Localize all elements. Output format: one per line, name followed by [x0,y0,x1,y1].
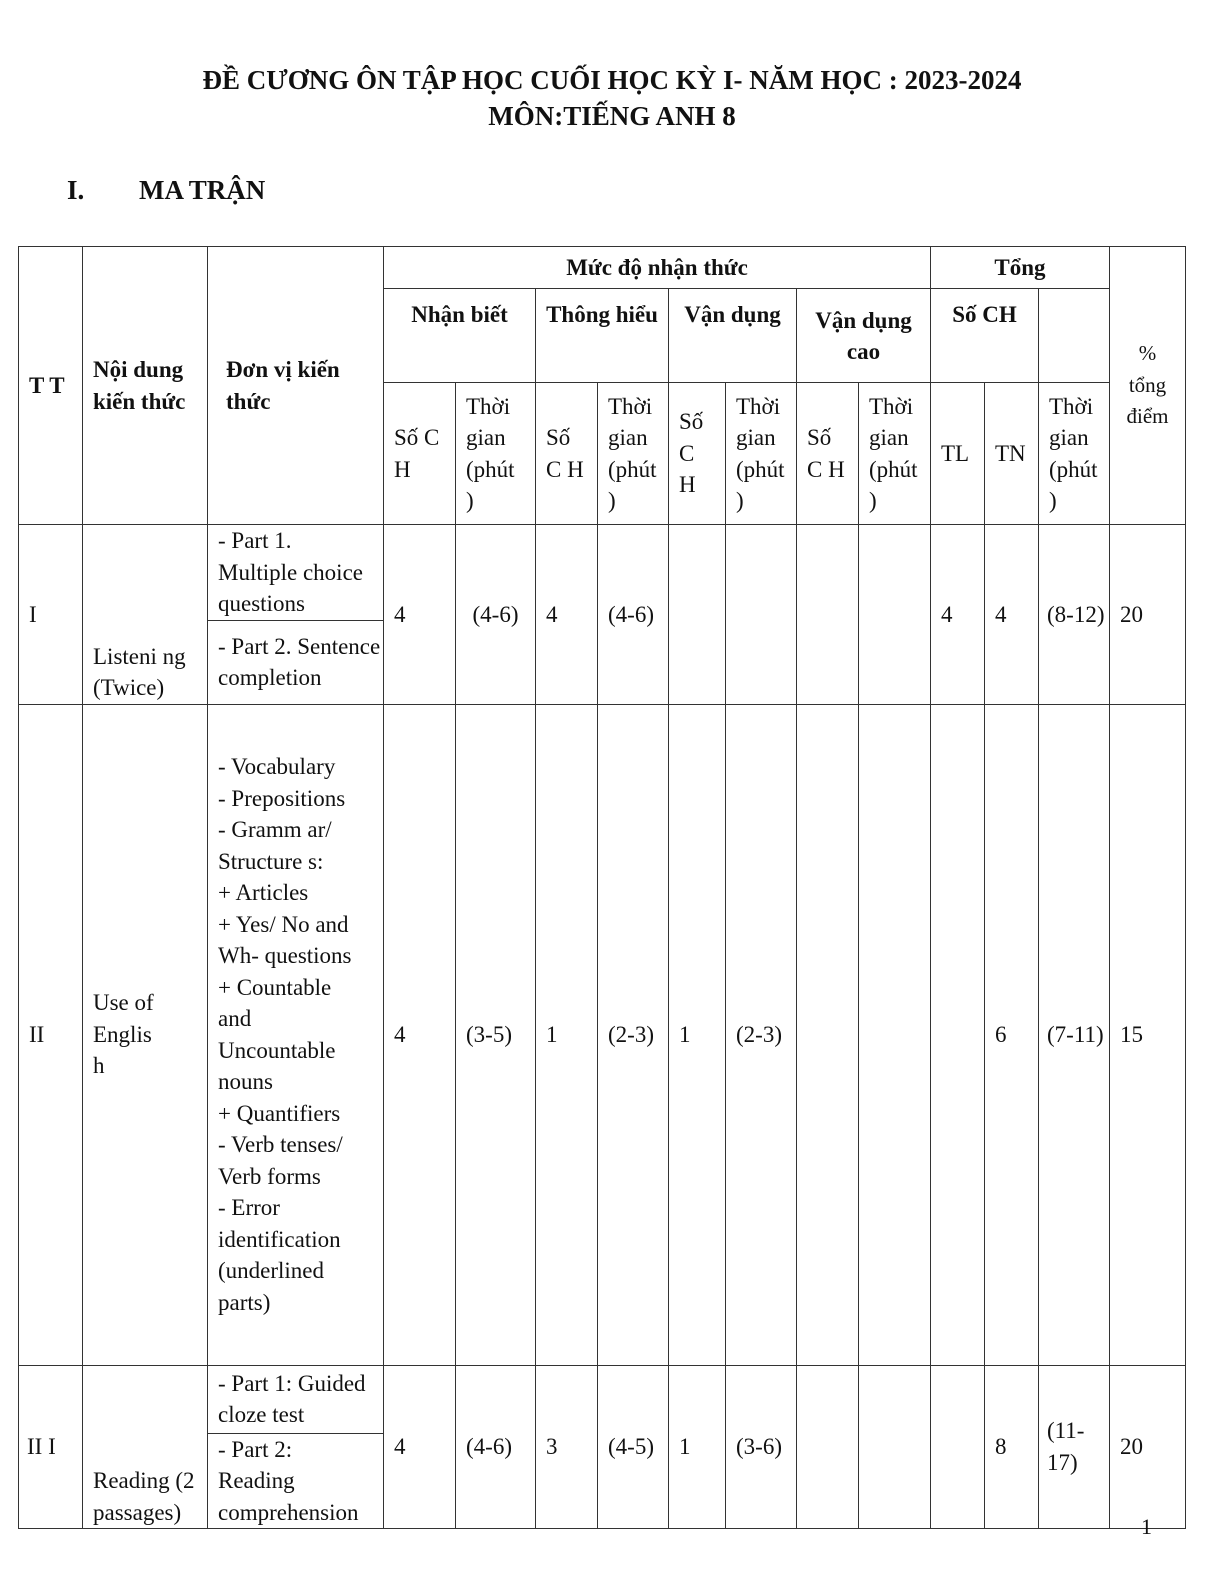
cell-th-tg: (4-5) [598,1365,669,1529]
unit-line: - Gramm ar/ Structure s: [218,817,332,874]
cell-noi-dung: Reading (2 passages) [83,1365,208,1529]
header-muc-do: Mức độ nhận thức [384,247,931,289]
title-line-2: MÔN:TIẾNG ANH 8 [488,101,736,131]
header-tt: T T [19,247,83,525]
table-row [19,704,1186,1365]
header-thong-hieu: Thông hiểu [536,289,669,383]
header-vd-so: Số C H [669,383,726,525]
cell-tn: 4 [985,525,1039,705]
title-line-1: ĐỀ CƯƠNG ÔN TẬP HỌC CUỐI HỌC KỲ I- NĂM HỌC : 2023-2024 [202,65,1022,95]
header-so-ch: Số CH [931,289,1039,383]
header-tong-tg: Thời gian (phút ) [1039,383,1110,525]
cell-unit: - Part 1. Multiple choice questions [208,525,384,621]
header-vdc-tg: Thời gian (phút ) [859,383,931,525]
cell-th-so: 3 [536,1365,598,1529]
matrix-table [18,246,1186,1529]
cell-vd-so: 1 [669,704,726,1365]
cell-pct: 20 [1110,525,1186,705]
cell-th-tg: (2-3) [598,704,669,1365]
cell-th-so: 4 [536,525,598,705]
header-nb-so: Số C H [384,383,456,525]
cell-tl: 4 [931,525,985,705]
cell-pct: 20 [1110,1365,1186,1529]
cell-vdc-so [797,1365,859,1529]
header-noi-dung: Nội dung kiến thức [83,247,208,525]
cell-tl [931,1365,985,1529]
cell-unit: - Part 2: Reading comprehension [208,1433,384,1529]
cell-nb-tg: (3-5) [456,704,536,1365]
unit-line: + Yes/ No and Wh- questions [218,911,352,968]
unit-line: + Quantifiers [218,1100,341,1126]
unit-line: - Verb tenses/ Verb forms [218,1132,343,1189]
cell-tt: II [19,704,83,1365]
header-nhan-biet: Nhận biết [384,289,536,383]
header-tn: TN [985,383,1039,525]
header-nb-tg: Thời gian (phút ) [456,383,536,525]
cell-th-so: 1 [536,704,598,1365]
section-title: MA TRẬN [139,175,266,205]
cell-vd-so: 1 [669,1365,726,1529]
header-van-dung: Vận dụng [669,289,797,383]
cell-tn: 8 [985,1365,1039,1529]
cell-nb-so: 4 [384,704,456,1365]
cell-tong-tg: (8-12) [1039,525,1110,705]
unit-line: + Countable and Uncountable nouns [218,974,336,1094]
cell-nb-so: 4 [384,525,456,705]
cell-tt: II I [19,1365,83,1529]
cell-nb-so: 4 [384,1365,456,1529]
header-pct: % tổng điểm [1110,247,1186,525]
cell-vdc-so [797,525,859,705]
cell-pct: 15 [1110,704,1186,1365]
cell-tn: 6 [985,704,1039,1365]
unit-line: + Articles [218,880,309,905]
cell-noi-dung: Listeni ng (Twice) [83,525,208,705]
cell-units [208,704,384,1365]
cell-unit: - Part 1: Guided cloze test [208,1365,384,1433]
unit-line: - Prepositions [218,785,346,811]
cell-vd-tg [726,525,797,705]
unit-line: - Vocabulary [218,754,336,779]
cell-tt: I [19,525,83,705]
header-th-tg: Thời gian (phút ) [598,383,669,525]
cell-vd-tg: (3-6) [726,1365,797,1529]
cell-nb-tg: (4-6) [456,1365,536,1529]
section-heading [67,172,265,208]
header-van-dung-cao: Vận dụng cao [797,289,931,383]
cell-th-tg: (4-6) [598,525,669,705]
header-blank [1039,289,1110,383]
cell-tl [931,704,985,1365]
cell-vdc-so [797,704,859,1365]
cell-vdc-tg [859,1365,931,1529]
header-vd-tg: Thời gian (phút ) [726,383,797,525]
header-tong: Tổng [931,247,1110,289]
page-number: 1 [1141,1514,1152,1539]
table-row [19,1365,1186,1433]
document-title [0,62,1224,134]
table-row [19,525,1186,621]
cell-tong-tg: (7-11) [1039,704,1110,1365]
header-vdc-so: Số C H [797,383,859,525]
cell-nb-tg: (4-6) [456,525,536,705]
cell-tong-tg: (11- 17) [1039,1365,1110,1529]
cell-vdc-tg [859,525,931,705]
unit-line: - Error identification (underlined parts) [218,1195,341,1315]
cell-unit: - Part 2. Sentence completion [208,620,384,704]
cell-noi-dung: Use of Englis h [83,704,208,1365]
section-number: I. [67,175,85,205]
header-row-1 [19,247,1186,289]
cell-vd-tg: (2-3) [726,704,797,1365]
header-don-vi: Đơn vị kiến thức [208,247,384,525]
header-th-so: Số C H [536,383,598,525]
cell-vd-so [669,525,726,705]
header-tl: TL [931,383,985,525]
cell-vdc-tg [859,704,931,1365]
